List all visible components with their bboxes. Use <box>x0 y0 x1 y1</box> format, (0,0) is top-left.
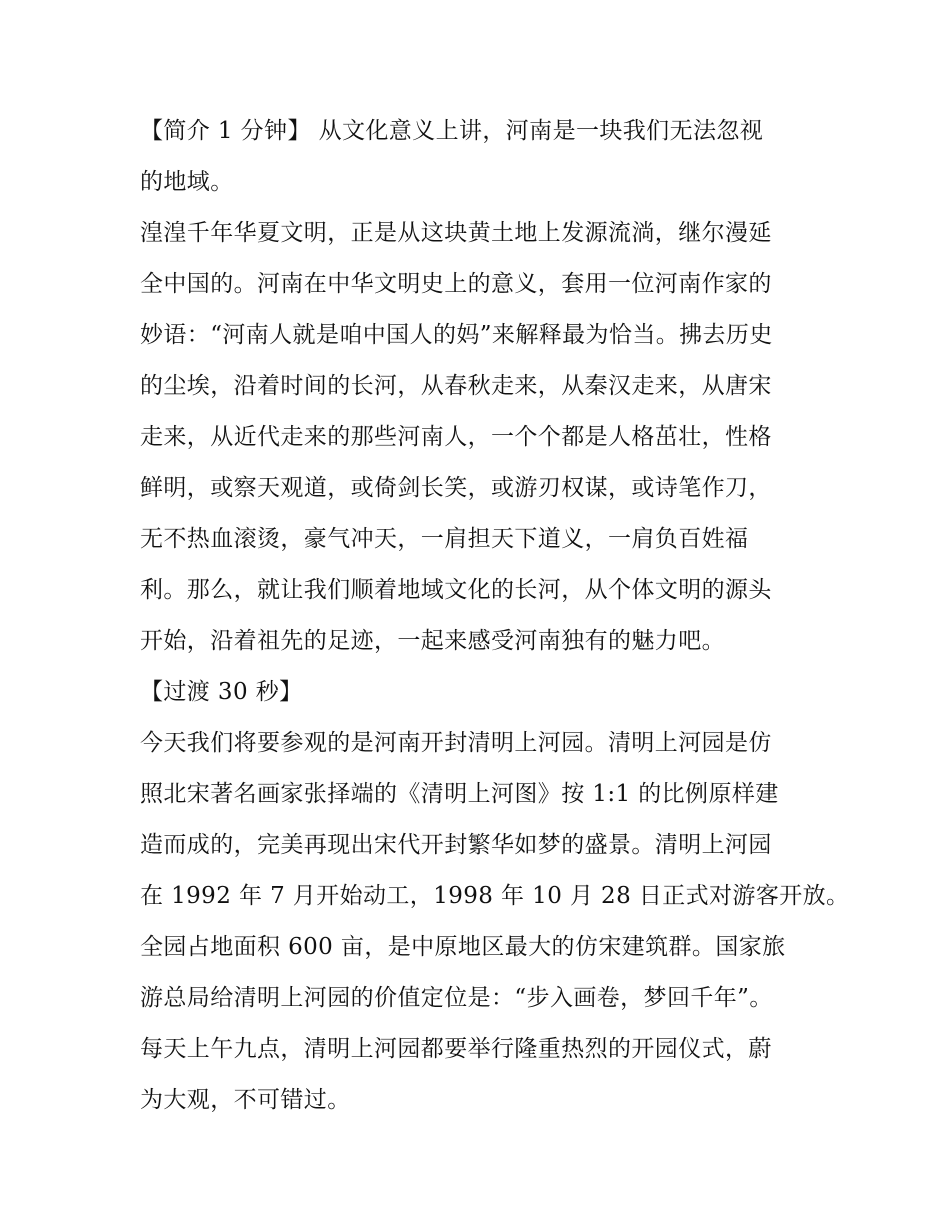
text-line: 的尘埃，沿着时间的长河，从春秋走来，从秦汉走来，从唐宋 <box>140 373 772 399</box>
text-line: 湟湟千年华夏文明，正是从这块黄土地上发源流淌，继尔漫延 <box>140 220 772 246</box>
text-line: 【简介 1 分钟】 从文化意义上讲，河南是一块我们无法忽视 <box>140 118 764 144</box>
text-line: 利。那么，就让我们顺着地域文化的长河，从个体文明的源头 <box>140 577 772 603</box>
document-body <box>140 106 850 1126</box>
text-line: 无不热血滚烫，豪气冲天，一肩担天下道义，一肩负百姓福 <box>140 526 749 552</box>
text-line: 妙语：“河南人就是咱中国人的妈”来解释最为恰当。拂去历史 <box>140 322 773 348</box>
text-line: 全园占地面积 600 亩，是中原地区最大的仿宋建筑群。国家旅 <box>140 934 786 960</box>
text-line: 为大观，不可错过。 <box>140 1087 351 1113</box>
text-line: 游总局给清明上河园的价值定位是：“步入画卷，梦回千年”。 <box>140 985 773 1011</box>
text-line: 在 1992 年 7 月开始动工，1998 年 10 月 28 日正式对游客开放。 <box>140 883 850 909</box>
section-heading: 【过渡 30 秒】 <box>140 679 303 705</box>
text-line: 今天我们将要参观的是河南开封清明上河园。清明上河园是仿 <box>140 730 772 756</box>
text-line: 的地域。 <box>140 169 234 195</box>
text-line: 鲜明，或察天观道，或倚剑长笑，或游刃权谋，或诗笔作刀， <box>140 475 772 501</box>
text-line: 造而成的，完美再现出宋代开封繁华如梦的盛景。清明上河园 <box>140 832 772 858</box>
text-line: 开始，沿着祖先的足迹，一起来感受河南独有的魅力吧。 <box>140 628 725 654</box>
text-line: 全中国的。河南在中华文明史上的意义，套用一位河南作家的 <box>140 271 772 297</box>
text-line: 走来，从近代走来的那些河南人，一个个都是人格茁壮，性格 <box>140 424 772 450</box>
text-line: 照北宋著名画家张择端的《清明上河图》按 1:1 的比例原样建 <box>140 781 779 807</box>
text-line: 每天上午九点，清明上河园都要举行隆重热烈的开园仪式，蔚 <box>140 1036 772 1062</box>
